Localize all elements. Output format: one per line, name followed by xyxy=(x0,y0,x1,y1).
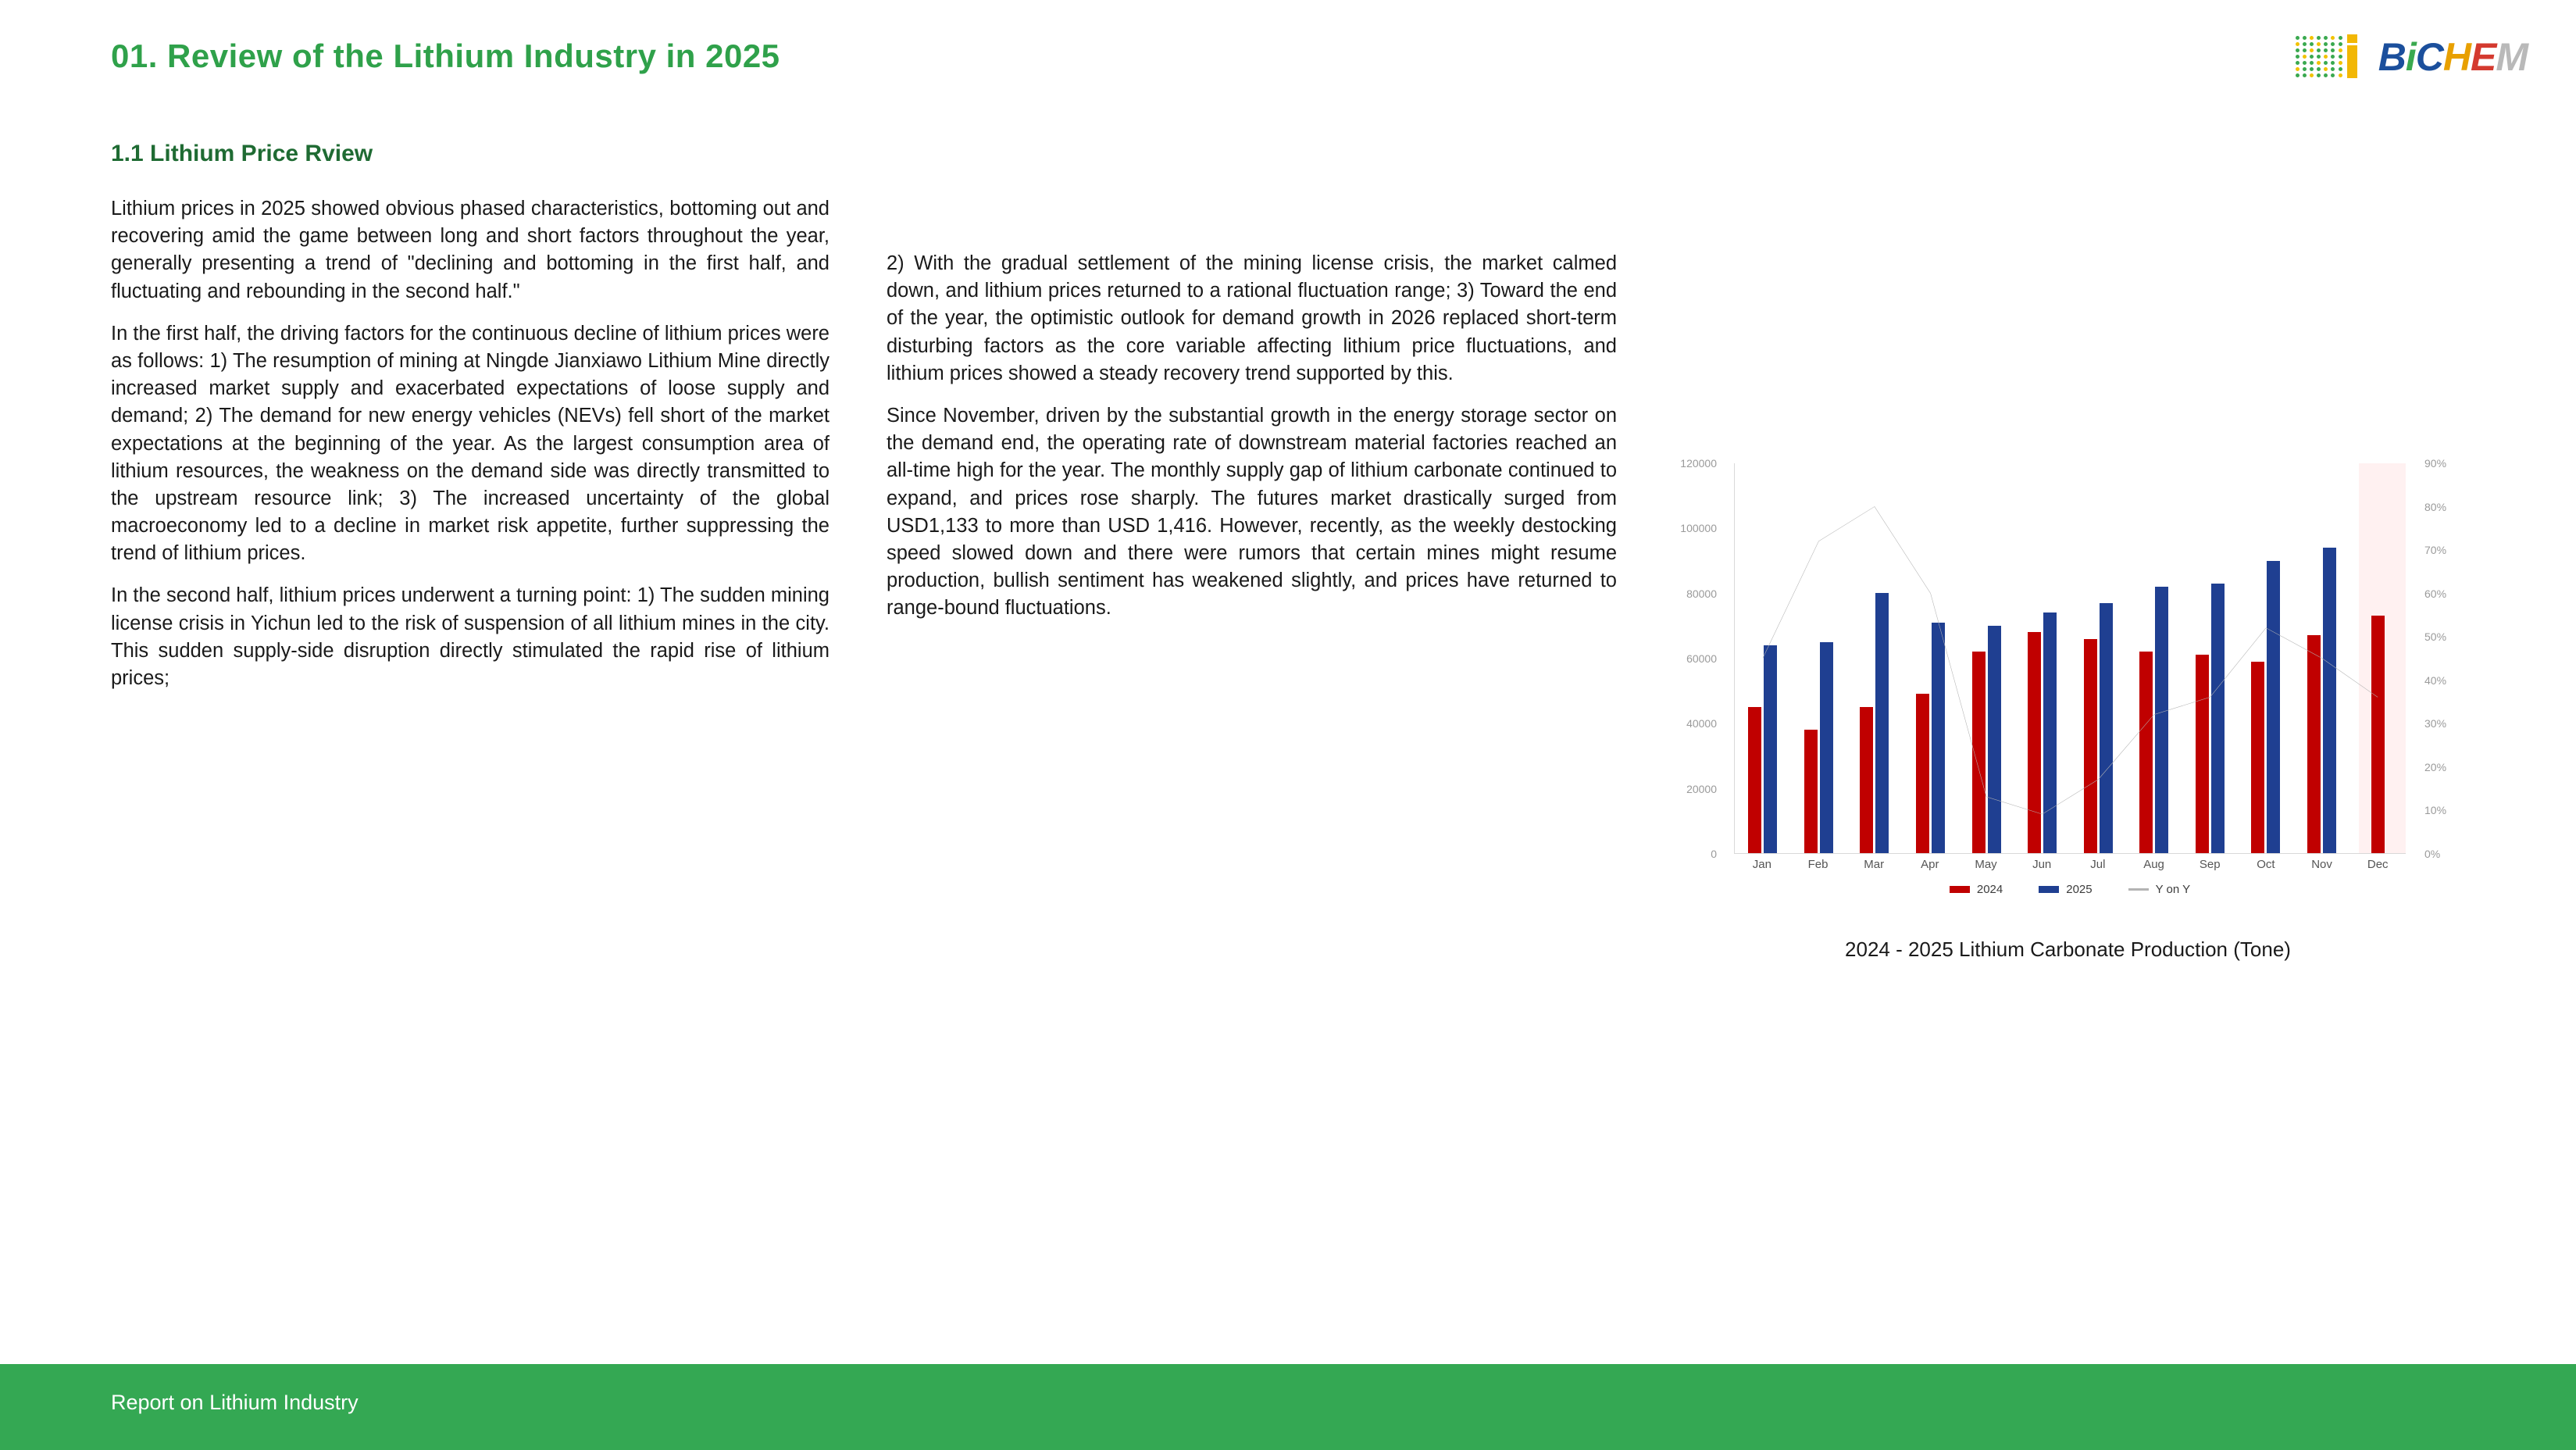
y-axis-right-tick: 90% xyxy=(2424,457,2447,470)
paragraph: In the second half, lithium prices underwent a turning point: 1) The sudden mining license crisis in Yichun led to the risk of suspension of all lithium mines in the city. This sudden supply-side disruption directly stimulated the rapid rise of lithium prices; xyxy=(111,584,830,689)
bichem-logo xyxy=(2296,34,2528,80)
legend-item-2024 xyxy=(1950,883,2003,896)
legend-item-yoy xyxy=(2128,883,2191,896)
page-title: 01. Review of the Lithium Industry in 2025 xyxy=(111,38,780,74)
legend-line-icon xyxy=(2128,888,2149,891)
legend-label: Y on Y xyxy=(2155,883,2191,896)
paragraph: 2) With the gradual settlement of the mining license crisis, the market calmed down, and lithium prices returned to a rational fluctuation range; 3) Toward the end of the year, the optimistic outlook for demand growth in 2026 replaced short-term disturbing factors as the core variable affecting lithium price fluctuations, and lithium prices showed a steady recovery trend supported by this. xyxy=(887,252,1617,384)
legend-swatch-icon xyxy=(1950,886,1970,893)
logo-letter-h: H xyxy=(2442,35,2471,79)
y-axis-right-tick: 20% xyxy=(2424,760,2447,773)
y-axis-right-tick: 40% xyxy=(2424,673,2447,687)
x-axis-labels xyxy=(1734,858,2406,871)
footer-bar xyxy=(0,1364,2576,1450)
x-axis-tick: May xyxy=(1975,858,1997,871)
logo-letter-e: E xyxy=(2470,35,2496,79)
y-axis-right-tick: 80% xyxy=(2424,500,2447,513)
y-axis-left-tick: 60000 xyxy=(1686,652,1717,665)
y-axis-left-tick: 0 xyxy=(1711,848,1717,860)
legend-swatch-icon xyxy=(2039,886,2059,893)
x-axis-tick: Mar xyxy=(1864,858,1885,871)
chart-block xyxy=(1648,449,2488,961)
legend-label: 2025 xyxy=(2066,883,2093,896)
x-axis-tick: Aug xyxy=(2143,858,2164,871)
x-axis-tick: Dec xyxy=(2367,858,2389,871)
body-text-middle-column xyxy=(887,250,1617,637)
chart-caption: 2024 - 2025 Lithium Carbonate Production (Tone) xyxy=(1845,938,2291,961)
x-axis-tick: Apr xyxy=(1921,858,1939,871)
body-text-left-column xyxy=(111,195,830,707)
logo-letter-i: i xyxy=(2405,35,2416,79)
logo-mark-icon xyxy=(2296,34,2367,80)
y-axis-right-tick: 60% xyxy=(2424,587,2447,600)
yoy-line-series xyxy=(1735,463,2406,853)
y-axis-right-tick: 0% xyxy=(2424,848,2441,860)
y-axis-left-tick: 100000 xyxy=(1680,522,1717,535)
y-axis-right-tick: 30% xyxy=(2424,717,2447,730)
logo-letter-c: C xyxy=(2415,35,2443,79)
logo-letter-m: M xyxy=(2496,35,2528,79)
y-axis-right-tick: 50% xyxy=(2424,630,2447,644)
y-axis-left-tick: 80000 xyxy=(1686,587,1717,600)
x-axis-tick: Nov xyxy=(2311,858,2332,871)
chart-plot-area xyxy=(1734,463,2406,854)
x-axis-tick: Jan xyxy=(1752,858,1771,871)
paragraph: Since November, driven by the substantial growth in the energy storage sector on the demand end, the operating rate of downstream material factories reached an all-time high for the year. The monthly supply gap of lithium carbonate continued to expand, and prices rose sharply. The futures market drastically surged from USD1,133 to more than USD 1,416. However, recently, as the weekly destocking speed slowed down and there were rumors that certain mines might resume production, bullish sentiment has weakened slightly, and prices have returned to range-bound fluctuations. xyxy=(887,404,1617,620)
legend-item-2025 xyxy=(2039,883,2092,896)
y-axis-left-tick: 40000 xyxy=(1686,717,1717,730)
x-axis-tick: Jun xyxy=(2032,858,2052,871)
section-subtitle: 1.1 Lithium Price Rview xyxy=(111,141,373,166)
y-axis-left-tick: 120000 xyxy=(1680,457,1717,470)
chart-legend xyxy=(1734,883,2406,896)
x-axis-tick: Feb xyxy=(1807,858,1829,871)
logo-i-bar-icon xyxy=(2347,45,2357,78)
lithium-production-chart xyxy=(1648,449,2488,896)
logo-letter-b: B xyxy=(2378,35,2406,79)
x-axis-tick: Jul xyxy=(2090,858,2106,871)
y-axis-right xyxy=(2414,457,2488,860)
y-axis-left-tick: 20000 xyxy=(1686,782,1717,795)
y-axis-right-tick: 10% xyxy=(2424,804,2447,817)
paragraph: In the first half, the driving factors for the continuous decline of lithium prices were as follows: 1) The resumption of mining at Ningde Jianxiawo Lithium Mine directly increased market supply and exacerbated expectations of loose supply and demand; 2) The demand for new energy vehicles (NEVs) fell short of the market expectations at the beginning of the year. As the largest consumption area of lithium resources, the weakness on the demand side was directly transmitted to the upstream resource link; 3) The increased uncertainty of the global macroeconomy led to a decline in market risk appetite, further suppressing the trend of lithium prices. xyxy=(111,322,830,565)
logo-i-dot-icon xyxy=(2347,34,2357,43)
paragraph: Lithium prices in 2025 showed obvious phased characteristics, bottoming out and recovering amid the game between long and short factors throughout the year, generally presenting a trend of "declining and bottoming in the first half, and fluctuating and rebounding in the second half." xyxy=(111,198,830,302)
footer-label: Report on Lithium Industry xyxy=(111,1391,359,1414)
y-axis-left xyxy=(1648,457,1726,860)
logo-dot-grid-icon xyxy=(2296,36,2344,78)
y-axis-right-tick: 70% xyxy=(2424,544,2447,557)
x-axis-tick: Oct xyxy=(2257,858,2275,871)
logo-wordmark xyxy=(2378,35,2528,79)
legend-label: 2024 xyxy=(1976,883,2003,896)
x-axis-tick: Sep xyxy=(2199,858,2221,871)
